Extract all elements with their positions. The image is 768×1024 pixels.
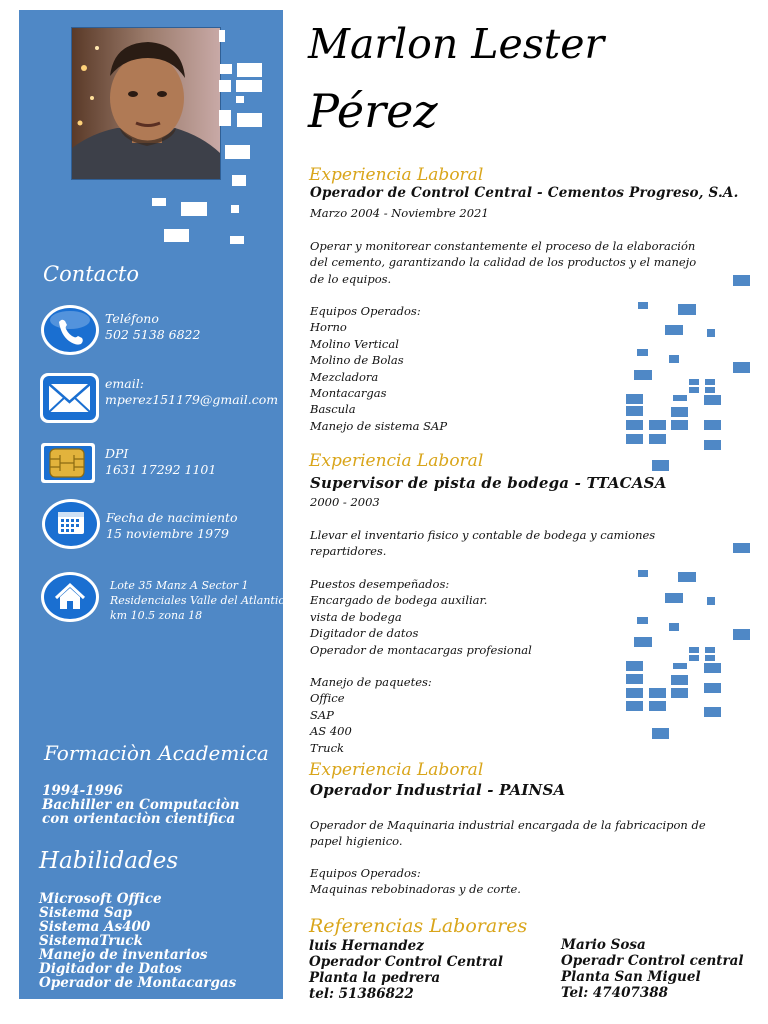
- packages-list: [310, 674, 432, 756]
- experience-heading: Experiencia Laboral: [309, 165, 484, 185]
- skill-item: Digitador de Datos: [39, 961, 182, 977]
- birth-value: 15 noviembre 1979: [106, 526, 229, 541]
- education-line: 1994-1996: [42, 783, 123, 799]
- phone-value: 502 5138 6822: [105, 327, 201, 342]
- education-block: [42, 784, 240, 826]
- skill-item: SistemaTruck: [39, 933, 143, 949]
- experience-heading: Experiencia Laboral: [309, 760, 484, 780]
- name-line-2: Pérez: [308, 84, 438, 138]
- list-item: Digitador de datos: [310, 626, 419, 641]
- address-line: Residenciales Valle del Atlantico: [110, 594, 292, 607]
- decor-square: [236, 80, 262, 92]
- list-item: Montacargas: [310, 386, 387, 401]
- decor-square: [152, 198, 166, 206]
- job-dates: Marzo 2004 - Noviembre 2021: [310, 206, 489, 220]
- positions-list: [310, 576, 532, 658]
- job-description: [310, 238, 696, 287]
- birth-label: Fecha de nacimiento: [106, 510, 238, 525]
- list-item: Mezcladora: [310, 369, 379, 384]
- list-item: AS 400: [310, 724, 352, 739]
- reference-line: Planta la pedrera: [309, 970, 441, 986]
- education-line: con orientaciòn cientifica: [42, 811, 236, 827]
- name-line-1: Marlon Lester: [308, 20, 605, 68]
- decor-square: [230, 236, 244, 244]
- profile-photo: [71, 27, 221, 180]
- skill-item: Operador de Montacargas: [39, 975, 237, 991]
- list-title: Manejo de paquetes:: [310, 675, 432, 689]
- list-item: Maquinas rebobinadoras y de corte.: [310, 882, 521, 897]
- list-title: Puestos desempeñados:: [310, 577, 450, 591]
- description-line: de lo equipos.: [310, 271, 392, 286]
- decor-square: [236, 96, 244, 103]
- skills-list: [39, 892, 236, 990]
- description-line: Operar y monitorear constantemente el proceso de la elaboración: [310, 239, 696, 253]
- email-value[interactable]: mperez151179@gmail.com: [105, 392, 279, 407]
- list-item: Manejo de sistema SAP: [310, 418, 448, 433]
- decor-square: [237, 113, 262, 127]
- decor-square: [181, 202, 207, 216]
- skill-item: Sistema Sap: [39, 905, 132, 921]
- equipment-list: [310, 865, 521, 898]
- decor-square: [219, 110, 231, 126]
- decor-square: [219, 30, 225, 42]
- dpi-value: 1631 17292 1101: [105, 462, 217, 477]
- job-dates: 2000 - 2003: [310, 495, 380, 509]
- address-line: Lote 35 Manz A Sector 1: [110, 579, 249, 592]
- dpi-label: DPI: [105, 446, 129, 461]
- reference-line: Mario Sosa: [561, 937, 646, 953]
- contact-heading: Contacto: [43, 262, 140, 286]
- reference-line: Planta San Miguel: [561, 969, 701, 985]
- decor-square: [220, 64, 232, 74]
- education-line: Bachiller en Computaciòn: [42, 797, 240, 813]
- equipment-list: [310, 303, 447, 434]
- skill-item: Manejo de inventarios: [39, 947, 208, 963]
- list-title: Equipos Operados:: [310, 866, 421, 880]
- job-title: Supervisor de pista de bodega - TTACASA: [310, 474, 667, 492]
- mail-icon[interactable]: [39, 372, 100, 428]
- address-line: km 10.5 zona 18: [110, 609, 203, 622]
- decor-square: [237, 63, 262, 77]
- skill-item: Sistema As400: [39, 919, 151, 935]
- list-item: Encargado de bodega auxiliar.: [310, 593, 488, 608]
- list-item: SAP: [310, 707, 334, 722]
- list-item: Molino de Bolas: [310, 353, 404, 368]
- reference-card: [309, 938, 503, 1002]
- description-line: Operador de Maquinaria industrial encargada de la fabricacipon de: [310, 818, 706, 832]
- job-description: [310, 817, 706, 850]
- list-item: Truck: [310, 740, 344, 755]
- list-item: Molino Vertical: [310, 336, 399, 351]
- skills-heading: Habilidades: [39, 848, 179, 874]
- reference-line: Tel: 47407388: [561, 985, 669, 1001]
- phone-icon[interactable]: [40, 304, 100, 360]
- calendar-icon: [41, 498, 101, 554]
- address: [110, 578, 291, 623]
- experience-heading: Experiencia Laboral: [309, 451, 484, 471]
- skill-item: Microsoft Office: [39, 891, 162, 907]
- home-icon: [40, 571, 100, 627]
- job-title: Operador de Control Central - Cementos Progreso, S.A.: [310, 185, 739, 201]
- reference-line: luis Hernandez: [309, 938, 424, 954]
- references-heading: Referencias Laborares: [309, 915, 528, 937]
- education-heading: Formaciòn Academica: [44, 741, 269, 765]
- reference-line: Operador Control Central: [309, 954, 504, 970]
- decor-square: [232, 175, 246, 186]
- phone-label: Teléfono: [105, 311, 159, 326]
- decor-square: [219, 80, 231, 92]
- reference-line: Operadr Control central: [561, 953, 744, 969]
- list-item: Bascula: [310, 402, 356, 417]
- reference-card: [561, 937, 744, 1001]
- job-title: Operador Industrial - PAINSA: [310, 781, 566, 799]
- decor-square: [225, 145, 250, 159]
- list-item: Operador de montacargas profesional: [310, 642, 532, 657]
- description-line: del cemento, garantizando la calidad de los productos y el manejo: [310, 255, 697, 270]
- list-item: Office: [310, 691, 345, 706]
- description-line: Llevar el inventario fisico y contable de bodega y camiones: [310, 528, 656, 542]
- decor-square: [231, 205, 239, 213]
- reference-line: tel: 51386822: [309, 986, 414, 1002]
- job-description: [310, 527, 655, 560]
- description-line: repartidores.: [310, 544, 387, 559]
- list-item: vista de bodega: [310, 609, 402, 624]
- description-line: papel higienico.: [310, 834, 403, 849]
- sim-card-icon: [40, 442, 96, 488]
- list-item: Horno: [310, 320, 347, 335]
- decor-square: [164, 229, 189, 242]
- email-label: email:: [105, 376, 144, 391]
- list-title: Equipos Operados:: [310, 304, 421, 318]
